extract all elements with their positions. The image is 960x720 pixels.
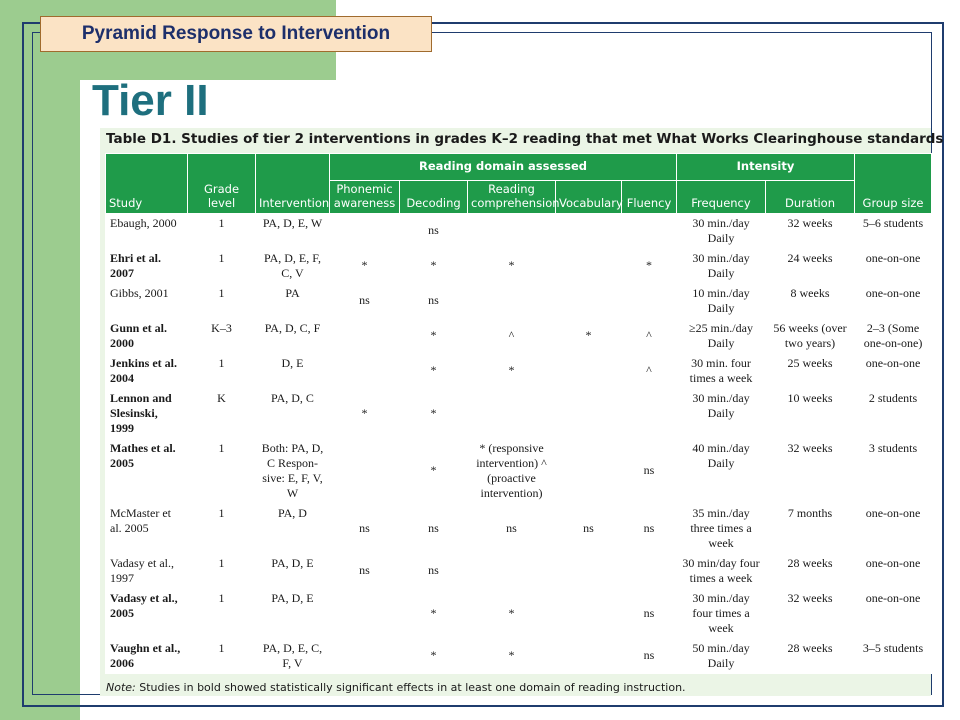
cell-frequency: 30 min. four times a week [677, 353, 766, 388]
cell-duration: 28 weeks [766, 553, 855, 588]
col-header-decoding: Decoding [400, 181, 468, 214]
cell-frequency: ≥25 min./day Daily [677, 318, 766, 353]
cell-intervention: PA, D, E, F, C, V [256, 248, 330, 283]
cell-vocabulary [556, 283, 622, 318]
cell-comprehension [468, 283, 556, 318]
cell-group-size: one-on-one [855, 283, 932, 318]
table-row [106, 553, 932, 588]
cell-frequency: 30 min/day four times a week [677, 553, 766, 588]
table-row [106, 388, 932, 438]
cell-comprehension [468, 213, 556, 248]
cell-duration: 10 weeks [766, 388, 855, 438]
cell-study: Vadasy et al., 2005 [106, 588, 188, 638]
cell-intervention: PA, D, E [256, 553, 330, 588]
cell-decoding: * [400, 353, 468, 388]
cell-vocabulary: ns [556, 503, 622, 553]
cell-phonemic: * [330, 248, 400, 283]
cell-decoding: ns [400, 213, 468, 248]
cell-frequency: 30 min./day four times a week [677, 588, 766, 638]
cell-study: Lennon and Slesinski, 1999 [106, 388, 188, 438]
cell-duration: 25 weeks [766, 353, 855, 388]
note-label: Note: [106, 681, 136, 694]
cell-study: Vadasy et al., 1997 [106, 553, 188, 588]
cell-decoding: * [400, 588, 468, 638]
cell-grade: 1 [188, 553, 256, 588]
cell-group-size: 3–5 students [855, 638, 932, 673]
col-header-intervention: Intervention [256, 154, 330, 214]
cell-duration: 32 weeks [766, 588, 855, 638]
col-header-duration: Duration [766, 181, 855, 214]
cell-phonemic: ns [330, 553, 400, 588]
cell-phonemic [330, 438, 400, 503]
table-row [106, 588, 932, 638]
cell-group-size: one-on-one [855, 503, 932, 553]
table-row [106, 318, 932, 353]
cell-decoding: ns [400, 503, 468, 553]
col-header-fluency: Fluency [622, 181, 677, 214]
cell-vocabulary [556, 388, 622, 438]
cell-intervention: PA, D, E [256, 588, 330, 638]
cell-decoding: * [400, 638, 468, 673]
table-row [106, 248, 932, 283]
cell-comprehension: ns [468, 503, 556, 553]
cell-group-size: 2 students [855, 388, 932, 438]
cell-group-size: 5–6 students [855, 213, 932, 248]
table-row [106, 503, 932, 553]
table-caption: Table D1. Studies of tier 2 interventions in grades K–2 reading that met What Works Clearinghouse standards [106, 131, 944, 147]
cell-phonemic [330, 638, 400, 673]
cell-grade: 1 [188, 283, 256, 318]
cell-vocabulary [556, 438, 622, 503]
cell-fluency: ns [622, 503, 677, 553]
group-header-intensity: Intensity [677, 154, 855, 181]
cell-grade: 1 [188, 438, 256, 503]
table-row [106, 213, 932, 248]
col-header-phonemic: Phonemic awareness [330, 181, 400, 214]
cell-grade: 1 [188, 638, 256, 673]
cell-group-size: 3 students [855, 438, 932, 503]
cell-intervention: PA [256, 283, 330, 318]
cell-study: Ehri et al. 2007 [106, 248, 188, 283]
cell-frequency: 50 min./day Daily [677, 638, 766, 673]
table-row [106, 438, 932, 503]
table-body [106, 213, 932, 673]
cell-intervention: Both: PA, D, C Respon- sive: E, F, V, W [256, 438, 330, 503]
cell-duration: 8 weeks [766, 283, 855, 318]
col-header-study: Study [106, 154, 188, 214]
col-header-comprehension: Reading comprehension [468, 181, 556, 214]
cell-vocabulary [556, 248, 622, 283]
cell-phonemic: ns [330, 503, 400, 553]
cell-study: Jenkins et al. 2004 [106, 353, 188, 388]
col-header-vocabulary: Vocabulary [556, 181, 622, 214]
cell-study: McMaster et al. 2005 [106, 503, 188, 553]
cell-study: Ebaugh, 2000 [106, 213, 188, 248]
table-panel [100, 128, 944, 696]
cell-grade: 1 [188, 213, 256, 248]
cell-vocabulary [556, 553, 622, 588]
cell-frequency: 35 min./day three times a week [677, 503, 766, 553]
cell-grade: 1 [188, 588, 256, 638]
cell-vocabulary [556, 588, 622, 638]
cell-phonemic [330, 353, 400, 388]
cell-fluency [622, 283, 677, 318]
cell-duration: 24 weeks [766, 248, 855, 283]
header-box: Pyramid Response to Intervention [40, 16, 432, 52]
cell-grade: 1 [188, 248, 256, 283]
cell-grade: K [188, 388, 256, 438]
header-group-row [106, 154, 932, 181]
cell-group-size: one-on-one [855, 588, 932, 638]
group-header-reading-domain: Reading domain assessed [330, 154, 677, 181]
cell-group-size: one-on-one [855, 248, 932, 283]
note-text: Studies in bold showed statistically significant effects in at least one domain of reading instruction. [135, 681, 686, 694]
cell-fluency [622, 553, 677, 588]
cell-grade: 1 [188, 353, 256, 388]
cell-phonemic: ns [330, 283, 400, 318]
cell-decoding: * [400, 248, 468, 283]
cell-frequency: 30 min./day Daily [677, 388, 766, 438]
cell-duration: 7 months [766, 503, 855, 553]
cell-study: Gibbs, 2001 [106, 283, 188, 318]
cell-decoding: ns [400, 553, 468, 588]
cell-study: Mathes et al. 2005 [106, 438, 188, 503]
table-note [106, 681, 686, 694]
cell-frequency: 30 min./day Daily [677, 248, 766, 283]
cell-intervention: PA, D [256, 503, 330, 553]
cell-intervention: PA, D, C, F [256, 318, 330, 353]
cell-intervention: PA, D, E, C, F, V [256, 638, 330, 673]
cell-fluency: ^ [622, 353, 677, 388]
cell-grade: 1 [188, 503, 256, 553]
cell-fluency: ns [622, 588, 677, 638]
cell-duration: 32 weeks [766, 438, 855, 503]
cell-comprehension: * [468, 353, 556, 388]
cell-group-size: one-on-one [855, 353, 932, 388]
cell-phonemic: * [330, 388, 400, 438]
cell-study: Gunn et al. 2000 [106, 318, 188, 353]
cell-frequency: 30 min./day Daily [677, 213, 766, 248]
table-row [106, 353, 932, 388]
col-header-frequency: Frequency [677, 181, 766, 214]
cell-comprehension: * [468, 588, 556, 638]
cell-decoding: * [400, 388, 468, 438]
cell-duration: 56 weeks (over two years) [766, 318, 855, 353]
cell-grade: K–3 [188, 318, 256, 353]
cell-study: Vaughn et al., 2006 [106, 638, 188, 673]
cell-fluency [622, 388, 677, 438]
cell-decoding: * [400, 438, 468, 503]
cell-group-size: 2–3 (Some one-on-one) [855, 318, 932, 353]
cell-group-size: one-on-one [855, 553, 932, 588]
cell-intervention: PA, D, E, W [256, 213, 330, 248]
cell-comprehension: * [468, 248, 556, 283]
cell-comprehension: * [468, 638, 556, 673]
cell-vocabulary [556, 353, 622, 388]
cell-vocabulary [556, 213, 622, 248]
slide-title: Tier II [92, 76, 209, 125]
cell-comprehension [468, 553, 556, 588]
cell-vocabulary: * [556, 318, 622, 353]
cell-duration: 28 weeks [766, 638, 855, 673]
cell-vocabulary [556, 638, 622, 673]
cell-fluency: ns [622, 438, 677, 503]
cell-decoding: * [400, 318, 468, 353]
table-row [106, 283, 932, 318]
cell-frequency: 10 min./day Daily [677, 283, 766, 318]
cell-intervention: PA, D, C [256, 388, 330, 438]
studies-table [105, 153, 932, 674]
cell-comprehension: ^ [468, 318, 556, 353]
cell-comprehension [468, 388, 556, 438]
cell-fluency: ^ [622, 318, 677, 353]
cell-fluency: ns [622, 638, 677, 673]
cell-comprehension: * (responsive intervention) ^ (proactive intervention) [468, 438, 556, 503]
cell-phonemic [330, 588, 400, 638]
cell-decoding: ns [400, 283, 468, 318]
cell-phonemic [330, 213, 400, 248]
cell-phonemic [330, 318, 400, 353]
cell-intervention: D, E [256, 353, 330, 388]
cell-frequency: 40 min./day Daily [677, 438, 766, 503]
col-header-grade: Grade level [188, 154, 256, 214]
cell-duration: 32 weeks [766, 213, 855, 248]
cell-fluency [622, 213, 677, 248]
table-row [106, 638, 932, 673]
cell-fluency: * [622, 248, 677, 283]
col-header-group-size: Group size [855, 154, 932, 214]
